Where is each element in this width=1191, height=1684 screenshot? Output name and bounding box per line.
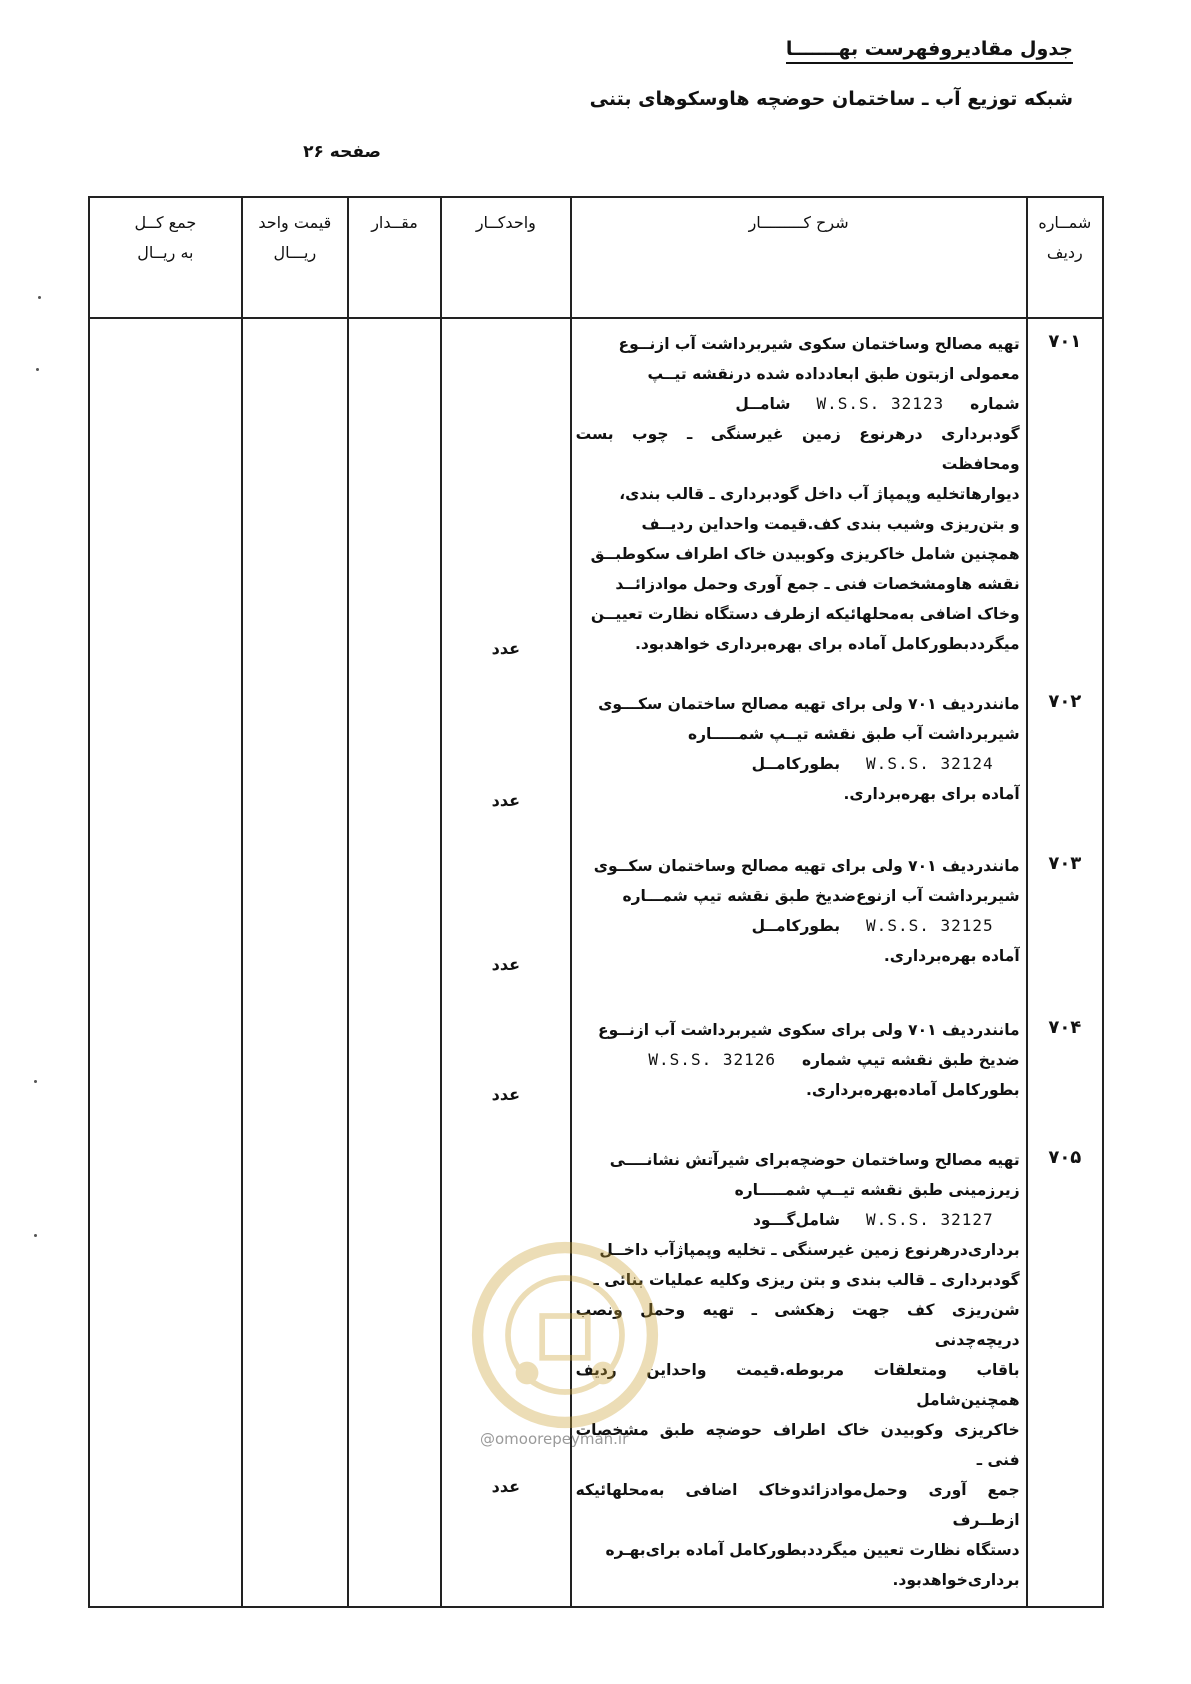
description-text: آماده برای بهره‌برداری. bbox=[843, 785, 1020, 803]
description-line bbox=[576, 359, 1020, 389]
description-line bbox=[576, 329, 1020, 359]
header-unit-price: قیمت واحد ریـــال bbox=[242, 197, 348, 318]
document-subtitle: شبکه توزیع آب ـ ساختمان حوضچه هاوسکوهای بتنی bbox=[589, 88, 1073, 110]
description-line bbox=[576, 1015, 1020, 1045]
item-description bbox=[572, 689, 1026, 809]
description-line bbox=[576, 389, 1020, 419]
description-line bbox=[576, 419, 1020, 479]
code-suffix: شامل‌گـــود bbox=[752, 1211, 841, 1229]
description-line bbox=[576, 599, 1020, 629]
description-line bbox=[576, 911, 1020, 941]
description-line bbox=[576, 1045, 1020, 1075]
description-text: برداری‌درهرنوع زمین غیرسنگی ـ تخلیه وپمپاژآب داخــل bbox=[599, 1241, 1020, 1259]
document-title: جدول مقادیروفهرست بهـــــــا bbox=[786, 38, 1073, 64]
description-text: گودبرداری ـ قالب بندی و بتن ریزی وکلیه عملیات بنائی ـ bbox=[593, 1271, 1020, 1289]
drawing-code: W.S.S. 32126 bbox=[648, 1050, 776, 1069]
unit-value: عدد bbox=[491, 639, 521, 658]
drawing-code: W.S.S. 32124 bbox=[866, 754, 994, 773]
description-text: دستگاه نظارت تعیین میگرددبطورکامل آماده برای‌بهـره bbox=[605, 1541, 1020, 1559]
description-text: مانندردیف ۷۰۱ ولی برای تهیه مصالح ساختمان سکـــوی bbox=[598, 695, 1020, 713]
page-number: صفحه ۲۶ bbox=[303, 142, 381, 162]
description-line bbox=[576, 479, 1020, 509]
description-text: نقشه هاومشخصات فنی ـ جمع آوری وحمل موادزائــد bbox=[615, 575, 1020, 593]
table-header-row bbox=[89, 197, 1103, 318]
description-line bbox=[576, 1145, 1020, 1175]
description-text: خاکریزی وکوبیدن خاک اطراف حوضچه طبق مشخصات فنی ـ bbox=[575, 1421, 1020, 1469]
scan-speck bbox=[34, 1234, 37, 1237]
description-text: گودبرداری درهرنوع زمین غیرسنگی ـ چوب بست ومحافظت bbox=[575, 425, 1020, 473]
description-line bbox=[576, 1475, 1020, 1535]
total-column bbox=[89, 318, 242, 1607]
description-line bbox=[576, 539, 1020, 569]
description-line bbox=[576, 629, 1020, 659]
description-line bbox=[576, 779, 1020, 809]
drawing-code: W.S.S. 32127 bbox=[866, 1210, 994, 1229]
description-text: دیوارهاتخلیه وپمپاژ آب داخل گودبرداری ـ قالب بندی، bbox=[619, 485, 1020, 503]
description-text: مانندردیف ۷۰۱ ولی برای تهیه مصالح وساختمان سکــوی bbox=[593, 857, 1020, 875]
unit-value: عدد bbox=[491, 1477, 521, 1496]
code-suffix: شامــل bbox=[735, 395, 791, 413]
description-line bbox=[576, 719, 1020, 749]
description-text: برداری‌خواهدبود. bbox=[892, 1571, 1020, 1589]
description-text: وخاک اضافی به‌محلهائیکه ازطرف دستگاه نظارت تعییــن bbox=[590, 605, 1020, 623]
description-text: میگرددبطورکامل آماده برای بهره‌برداری خواهدبود. bbox=[634, 635, 1020, 653]
description-text: جمع آوری وحمل‌موادزائدوخاک اضافی به‌محلهائیکه ازطــرف bbox=[575, 1481, 1020, 1529]
description-line bbox=[576, 509, 1020, 539]
description-text: تهیه مصالح وساختمان حوضچه‌برای شیرآتش نشانــــی bbox=[609, 1151, 1020, 1169]
description-line bbox=[576, 941, 1020, 971]
scan-speck bbox=[38, 296, 41, 299]
description-text: شن‌ریزی کف جهت زهکشی ـ تهیه وحمل ونصب دریچه‌چدنی bbox=[575, 1301, 1020, 1349]
unit-price-column bbox=[242, 318, 348, 1607]
description-text: و بتن‌ریزی وشیب بندی کف.قیمت واحداین ردیــف bbox=[641, 515, 1020, 533]
row-number: ۷۰۲ bbox=[1048, 691, 1082, 712]
header-quantity: مقــدار bbox=[348, 197, 441, 318]
drawing-code: W.S.S. 32123 bbox=[816, 394, 945, 413]
header-row-number: شمــاره ردیف bbox=[1027, 197, 1103, 318]
description-line bbox=[576, 1205, 1020, 1235]
header-total: جمع کــل به ریــال bbox=[89, 197, 242, 318]
description-text: بطورکامل آماده‌بهره‌برداری. bbox=[805, 1081, 1020, 1099]
item-description bbox=[572, 329, 1026, 659]
description-line bbox=[576, 881, 1020, 911]
header-description: شرح کـــــــــار bbox=[571, 197, 1027, 318]
scan-speck bbox=[34, 1080, 37, 1083]
unit-value: عدد bbox=[491, 955, 521, 974]
row-number: ۷۰۵ bbox=[1048, 1147, 1082, 1168]
description-text: ضدیخ طبق نقشه تیپ شماره bbox=[802, 1051, 1020, 1069]
code-suffix: بطورکامــل bbox=[751, 755, 841, 773]
description-text: شیربرداشت آب طبق نقشه تیــپ شمـــــاره bbox=[687, 725, 1020, 743]
row-number: ۷۰۱ bbox=[1048, 331, 1082, 352]
item-description bbox=[572, 1015, 1026, 1105]
description-line bbox=[576, 1175, 1020, 1205]
description-line bbox=[576, 749, 1020, 779]
drawing-code: W.S.S. 32125 bbox=[866, 916, 994, 935]
scan-speck bbox=[36, 368, 39, 371]
description-text: تهیه مصالح وساختمان سکوی شیربرداشت آب ازنــوع bbox=[618, 335, 1020, 353]
row-number: ۷۰۴ bbox=[1048, 1017, 1082, 1038]
unit-value: عدد bbox=[491, 791, 521, 810]
quantity-column bbox=[348, 318, 441, 1607]
description-line bbox=[576, 689, 1020, 719]
description-line bbox=[576, 1075, 1020, 1105]
watermark-text: @omoorepeyman.ir bbox=[480, 1430, 629, 1448]
description-line bbox=[576, 1535, 1020, 1565]
unit-value: عدد bbox=[491, 1085, 521, 1104]
description-line bbox=[576, 1565, 1020, 1595]
description-text: باقاب ومتعلقات مربوطه.قیمت واحداین ردیف همچنین‌شامل bbox=[575, 1361, 1020, 1409]
description-line bbox=[576, 851, 1020, 881]
header-unit: واحدکــار bbox=[441, 197, 570, 318]
description-text: شماره bbox=[970, 395, 1020, 413]
code-suffix: بطورکامــل bbox=[751, 917, 841, 935]
description-text: معمولی ازبتون طبق ابعادداده شده درنقشه تیــپ bbox=[647, 365, 1020, 383]
description-text: مانندردیف ۷۰۱ ولی برای سکوی شیربرداشت آب ازنــوع bbox=[598, 1021, 1020, 1039]
row-number-column bbox=[1027, 318, 1103, 1607]
row-number: ۷۰۳ bbox=[1048, 853, 1082, 874]
description-line bbox=[576, 569, 1020, 599]
description-text: شیربرداشت آب ازنوع‌ضدیخ طبق نقشه تیپ شمـــاره bbox=[622, 887, 1020, 905]
description-text: زیرزمینی طبق نقشه تیــپ شمـــــاره bbox=[734, 1181, 1020, 1199]
description-text: آماده بهره‌برداری. bbox=[883, 947, 1020, 965]
item-description bbox=[572, 851, 1026, 971]
description-text: همچنین شامل خاکریزی وکوبیدن خاک اطراف سکوطبــق bbox=[590, 545, 1020, 563]
seal-stamp-icon bbox=[470, 1240, 660, 1430]
